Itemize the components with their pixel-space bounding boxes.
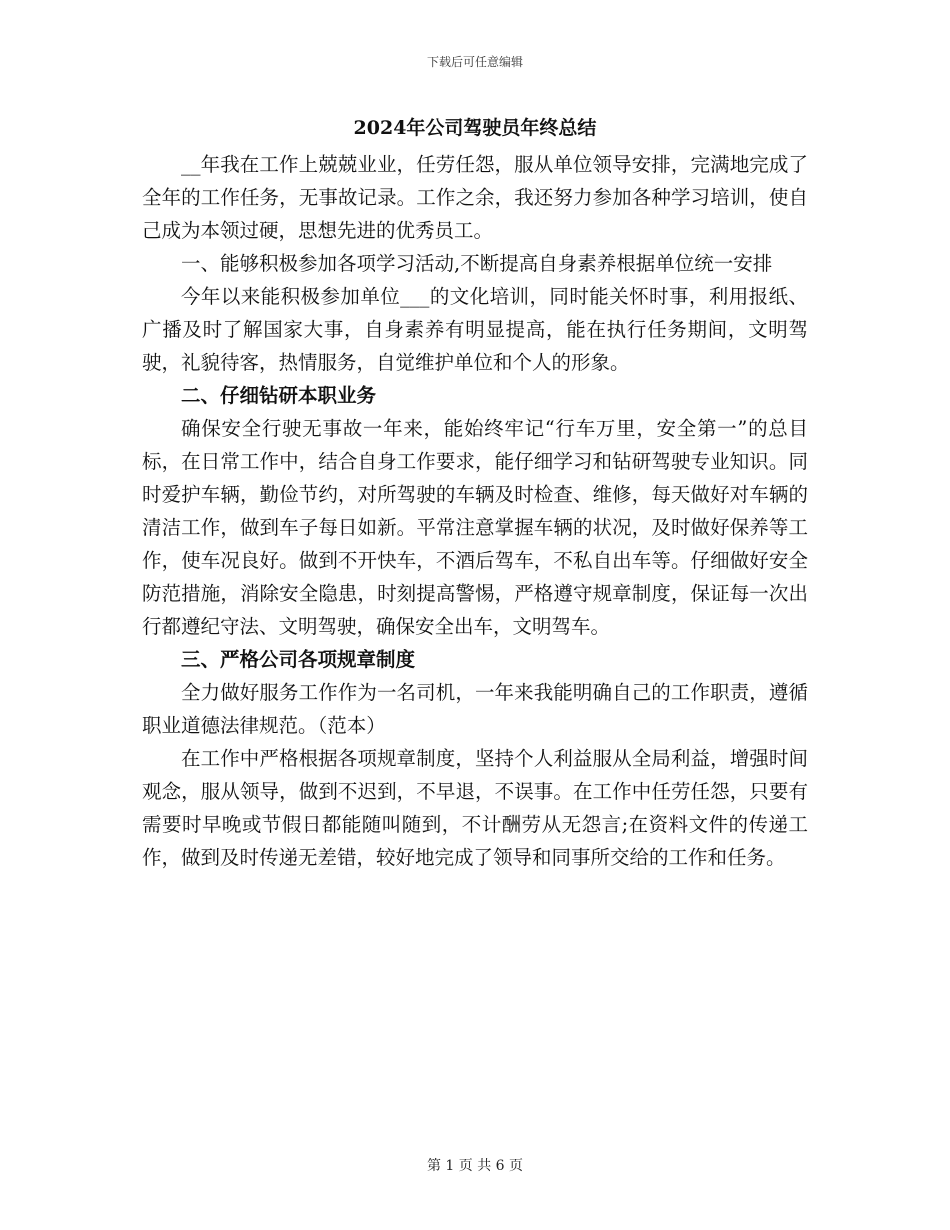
paragraph-intro: __年我在工作上兢兢业业，任劳任怨，服从单位领导安排，完满地完成了全年的工作任务，无事故记录。工作之余，我还努力参加各种学习培训，使自己成为本领过硬，思想先进的优秀员工。 bbox=[142, 153, 808, 242]
paragraph-section-2: 确保安全行驶无事故一年来，能始终牢记“行车万里，安全第一”的总目标，在日常工作中，结合自身工作要求，能仔细学习和钻研驾驶专业知识。同时爱护车辆，勤俭节约，对所驾驶的车辆及时检查、维修，每天做好对车辆的清洁工作，做到车子每日如新。平常注意掌握车辆的状况，及时做好保养等工作，使车况良好。做到不开快车，不酒后驾车，不私自出车等。仔细做好安全防范措施，消除安全隐患，时刻提高警惕，严格遵守规章制度，保证每一次出行都遵纪守法、文明驾驶，确保安全出车，文明驾车。 bbox=[142, 417, 808, 638]
page-header-note: 下载后可任意编辑 bbox=[426, 55, 523, 69]
page-number: 第 1 页 共 6 页 bbox=[426, 1158, 524, 1174]
paragraph-section-1: 今年以来能积极参加单位___的文化培训，同时能关怀时事，利用报纸、广播及时了解国家大事，自身素养有明显提高，能在执行任务期间，文明驾驶，礼貌待客，热情服务，自觉维护单位和个人的形象。 bbox=[142, 285, 808, 374]
section-heading-1: 一、能够积极参加各项学习活动,不断提高自身素养根据单位统一安排 bbox=[181, 252, 773, 275]
section-heading-3: 三、严格公司各项规章制度 bbox=[181, 648, 416, 671]
paragraph-section-3a: 全力做好服务工作作为一名司机，一年来我能明确自己的工作职责，遵循职业道德法律规范。（范本） bbox=[142, 681, 808, 737]
paragraph-section-3b: 在工作中严格根据各项规章制度，坚持个人利益服从全局利益，增强时间观念，服从领导，做到不迟到，不早退，不误事。在工作中任劳任怨，只要有需要时早晚或节假日都能随叫随到，不计酬劳从无怨言;在资料文件的传递工作，做到及时传递无差错，较好地完成了领导和同事所交给的工作和任务。 bbox=[142, 747, 808, 869]
document-title: 2024年公司驾驶员年终总结 bbox=[353, 117, 597, 139]
section-heading-2: 二、仔细钻研本职业务 bbox=[181, 384, 377, 407]
document-body bbox=[142, 148, 808, 874]
